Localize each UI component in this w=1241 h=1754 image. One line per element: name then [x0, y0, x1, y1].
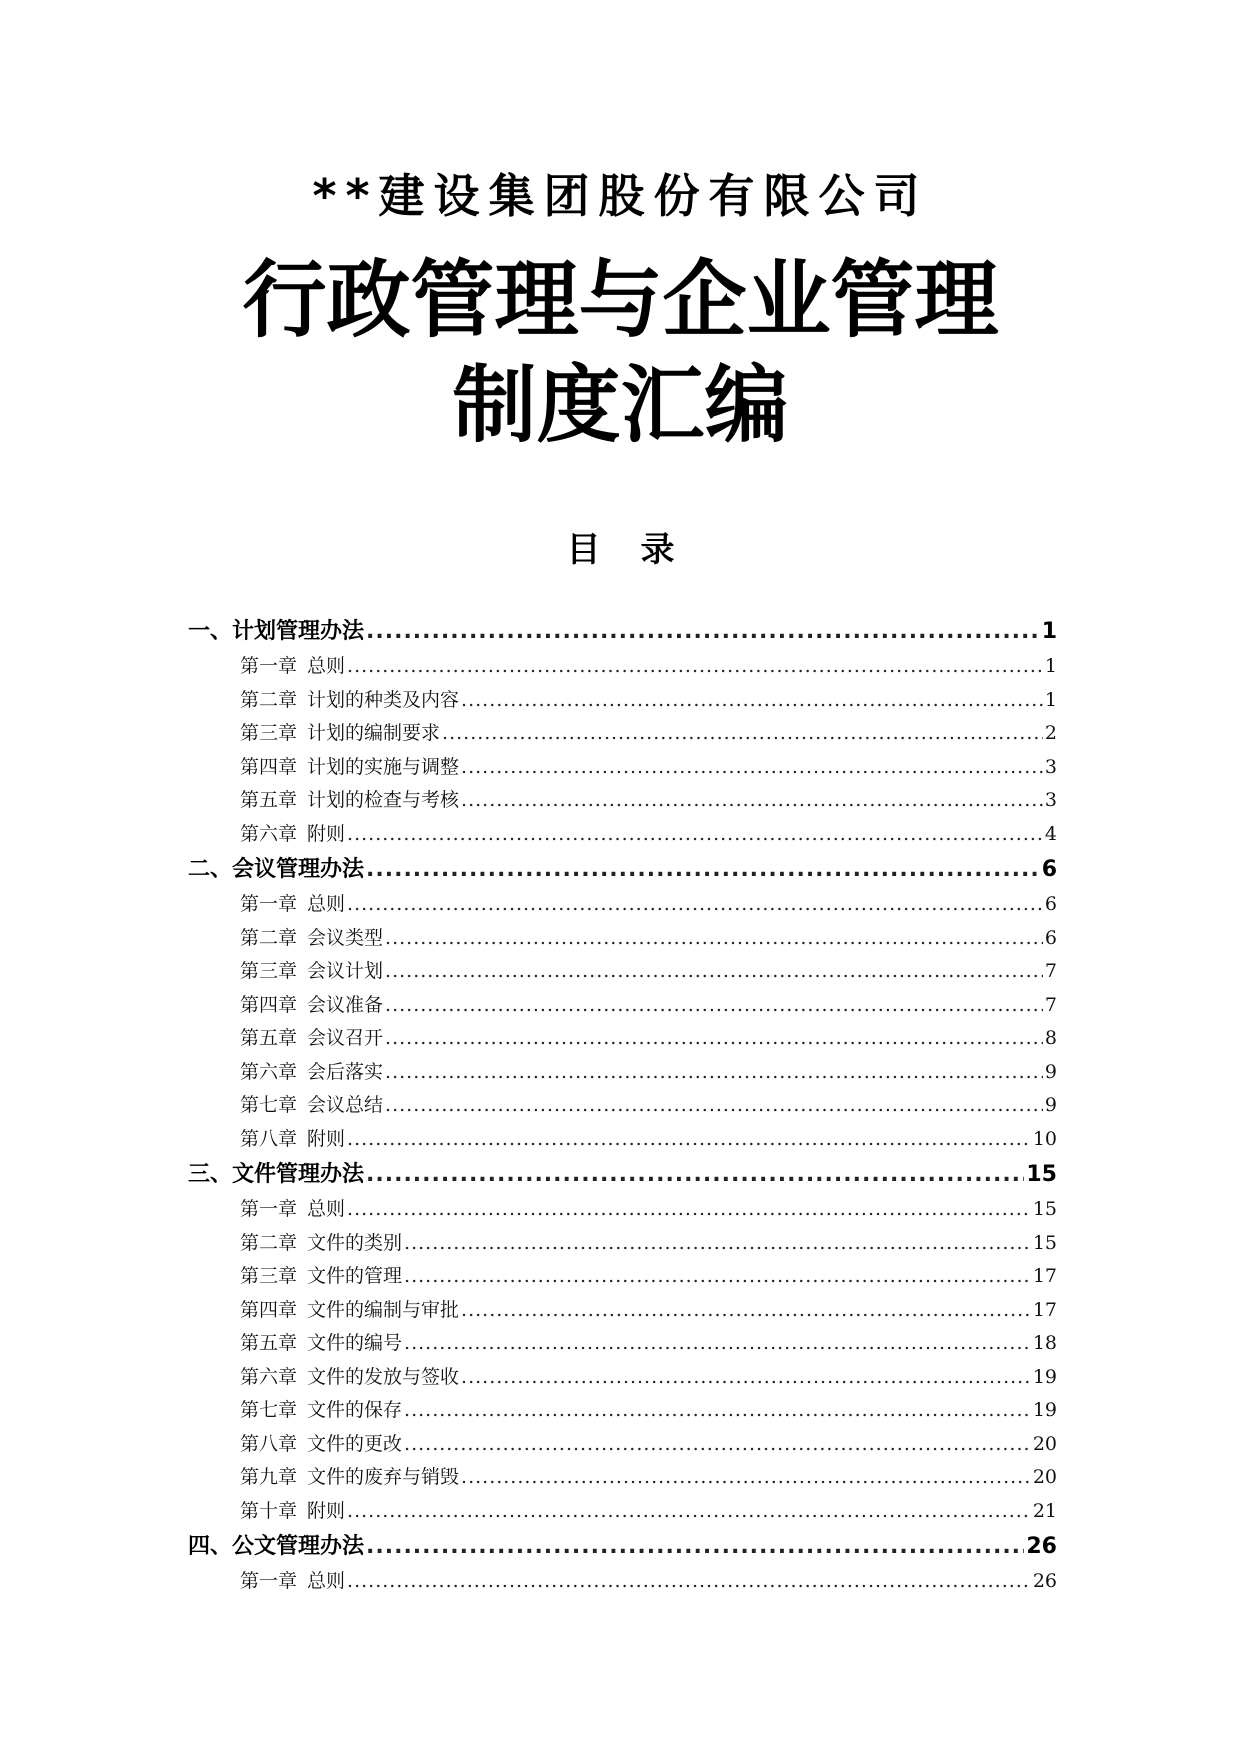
- toc-dot-leader: [461, 684, 1043, 718]
- document-title-line-2: 制度汇编: [452, 356, 789, 454]
- toc-chapter-label: [240, 784, 459, 818]
- toc-page-number: 6: [1044, 893, 1057, 915]
- toc-chapter-entry[interactable]: [188, 1022, 1057, 1056]
- toc-chapter-title: 附则: [307, 822, 346, 845]
- document-title-line-1: 行政管理与企业管理: [242, 251, 999, 349]
- toc-page-number: 26: [1026, 1534, 1057, 1559]
- toc-chapter-title: 总则: [307, 1570, 346, 1592]
- toc-page-number: 26: [1032, 1570, 1057, 1592]
- toc-chapter-label: [240, 1227, 402, 1261]
- toc-chapter-entry[interactable]: [188, 1361, 1057, 1395]
- toc-dot-leader: [366, 613, 1040, 650]
- toc-page-number: 15: [1026, 1162, 1057, 1187]
- toc-chapter-number: 第五章: [240, 1332, 298, 1354]
- toc-page-number: 15: [1032, 1198, 1057, 1220]
- toc-chapter-label: [240, 684, 459, 718]
- toc-chapter-number: 第五章: [240, 789, 298, 811]
- toc-section-label: 二、会议管理办法: [188, 857, 365, 882]
- toc-dot-leader: [385, 1022, 1043, 1056]
- toc-page-number: 1: [1041, 619, 1057, 644]
- toc-chapter-entry[interactable]: [188, 1565, 1057, 1599]
- toc-chapter-entry[interactable]: [188, 684, 1057, 718]
- toc-chapter-label: [240, 1565, 345, 1599]
- toc-chapter-label: [240, 1089, 383, 1123]
- toc-dot-leader: [404, 1327, 1031, 1361]
- toc-chapter-label: [240, 1193, 345, 1227]
- toc-section-entry[interactable]: [188, 1528, 1057, 1565]
- toc-chapter-title: 计划的编制要求: [307, 722, 441, 744]
- toc-chapter-label: [240, 717, 440, 751]
- toc-dot-leader: [404, 1227, 1031, 1261]
- toc-chapter-title: 附则: [307, 1127, 346, 1150]
- toc-chapter-entry[interactable]: [188, 1327, 1057, 1361]
- toc-chapter-title: 文件的更改: [307, 1432, 403, 1455]
- toc-chapter-entry[interactable]: [188, 1227, 1057, 1261]
- toc-chapter-title: 会议计划: [307, 960, 384, 982]
- toc-chapter-number: 第四章: [240, 755, 298, 778]
- toc-heading-char: 录: [640, 530, 675, 570]
- toc-chapter-label: [240, 1394, 402, 1428]
- toc-chapter-title: 计划的实施与调整: [307, 755, 460, 778]
- toc-chapter-number: 第二章: [240, 926, 298, 949]
- toc-dot-leader: [404, 1260, 1031, 1294]
- toc-chapter-entry[interactable]: [188, 922, 1057, 956]
- toc-chapter-number: 第一章: [240, 1570, 298, 1592]
- toc-dot-leader: [461, 784, 1043, 818]
- toc-chapter-entry[interactable]: [188, 784, 1057, 818]
- toc-chapter-entry[interactable]: [188, 1056, 1057, 1090]
- toc-chapter-title: 计划的检查与考核: [307, 789, 460, 811]
- toc-page-number: 17: [1032, 1298, 1057, 1321]
- toc-chapter-title: 文件的编制与审批: [307, 1298, 460, 1321]
- toc-chapter-title: 会议类型: [307, 926, 384, 949]
- toc-dot-leader: [385, 989, 1043, 1023]
- toc-page-number: 10: [1032, 1127, 1057, 1150]
- toc-page-number: 20: [1032, 1466, 1057, 1488]
- toc-chapter-title: 会议准备: [307, 993, 384, 1016]
- toc-chapter-number: 第三章: [240, 1265, 298, 1287]
- toc-chapter-title: 会议召开: [307, 1027, 384, 1049]
- toc-chapter-number: 第三章: [240, 722, 298, 744]
- toc-chapter-entry[interactable]: [188, 1089, 1057, 1123]
- toc-dot-leader: [366, 1156, 1024, 1193]
- toc-section-entry[interactable]: [188, 1156, 1057, 1193]
- toc-chapter-entry[interactable]: [188, 1394, 1057, 1428]
- company-name: **建设集团股份有限公司: [312, 169, 929, 223]
- toc-dot-leader: [385, 955, 1043, 989]
- toc-chapter-label: [240, 1428, 402, 1462]
- toc-dot-leader: [461, 751, 1043, 785]
- toc-chapter-label: [240, 955, 383, 989]
- toc-page-number: 4: [1044, 822, 1057, 845]
- toc-chapter-number: 第八章: [240, 1432, 298, 1455]
- toc-page-number: 7: [1044, 960, 1057, 982]
- toc-chapter-title: 会后落实: [307, 1060, 384, 1083]
- toc-chapter-number: 第一章: [240, 655, 298, 677]
- toc-chapter-entry[interactable]: [188, 888, 1057, 922]
- toc-dot-leader: [366, 851, 1040, 888]
- toc-dot-leader: [385, 1089, 1043, 1123]
- toc-chapter-number: 第七章: [240, 1399, 298, 1421]
- toc-page-number: 7: [1044, 993, 1057, 1016]
- table-of-contents: [188, 613, 1057, 1599]
- toc-chapter-entry[interactable]: [188, 1123, 1057, 1157]
- toc-chapter-number: 第六章: [240, 1365, 298, 1388]
- toc-chapter-number: 第三章: [240, 960, 298, 982]
- toc-page-number: 2: [1044, 722, 1057, 744]
- toc-dot-leader: [347, 650, 1043, 684]
- toc-dot-leader: [347, 818, 1043, 852]
- toc-dot-leader: [461, 1461, 1031, 1495]
- toc-chapter-label: [240, 650, 345, 684]
- toc-chapter-number: 第二章: [240, 688, 298, 711]
- toc-dot-leader: [347, 888, 1043, 922]
- toc-dot-leader: [347, 1123, 1031, 1157]
- toc-page-number: 6: [1041, 857, 1057, 882]
- toc-chapter-title: 文件的类别: [307, 1231, 403, 1254]
- toc-chapter-label: [240, 1022, 383, 1056]
- toc-chapter-entry[interactable]: [188, 1428, 1057, 1462]
- toc-page-number: 20: [1032, 1432, 1057, 1455]
- toc-page-number: 1: [1044, 655, 1057, 677]
- toc-page-number: 3: [1044, 755, 1057, 778]
- toc-chapter-label: [240, 1123, 345, 1157]
- toc-chapter-label: [240, 1327, 402, 1361]
- toc-page-number: 8: [1044, 1027, 1057, 1049]
- toc-chapter-label: [240, 1461, 459, 1495]
- toc-chapter-title: 总则: [307, 893, 346, 915]
- toc-page-number: 18: [1032, 1332, 1057, 1354]
- toc-chapter-title: 文件的废弃与销毁: [307, 1466, 460, 1488]
- toc-chapter-entry[interactable]: [188, 1260, 1057, 1294]
- toc-section-label: 四、公文管理办法: [188, 1534, 365, 1559]
- toc-chapter-title: 文件的保存: [307, 1399, 403, 1421]
- toc-chapter-number: 第一章: [240, 893, 298, 915]
- toc-chapter-label: [240, 1056, 383, 1090]
- toc-chapter-entry[interactable]: [188, 1294, 1057, 1328]
- toc-chapter-label: [240, 922, 383, 956]
- toc-chapter-number: 第八章: [240, 1127, 298, 1150]
- toc-chapter-number: 第二章: [240, 1231, 298, 1254]
- toc-chapter-entry[interactable]: [188, 955, 1057, 989]
- toc-chapter-label: [240, 989, 383, 1023]
- toc-page-number: 19: [1032, 1399, 1057, 1421]
- toc-page-number: 21: [1032, 1499, 1057, 1522]
- toc-dot-leader: [385, 1056, 1043, 1090]
- toc-chapter-number: 第四章: [240, 993, 298, 1016]
- toc-page-number: 9: [1044, 1060, 1057, 1083]
- toc-chapter-label: [240, 888, 345, 922]
- toc-chapter-number: 第一章: [240, 1198, 298, 1220]
- toc-chapter-number: 第十章: [240, 1499, 298, 1522]
- toc-chapter-number: 第六章: [240, 1060, 298, 1083]
- toc-dot-leader: [385, 922, 1043, 956]
- toc-chapter-entry[interactable]: [188, 1461, 1057, 1495]
- toc-dot-leader: [366, 1528, 1024, 1565]
- toc-page-number: 15: [1032, 1231, 1057, 1254]
- toc-chapter-entry[interactable]: [188, 650, 1057, 684]
- toc-chapter-label: [240, 1260, 402, 1294]
- toc-dot-leader: [442, 717, 1043, 751]
- toc-chapter-label: [240, 1294, 459, 1328]
- toc-chapter-number: 第五章: [240, 1027, 298, 1049]
- toc-section-label: 一、计划管理办法: [188, 619, 365, 644]
- toc-page-number: 9: [1044, 1094, 1057, 1116]
- toc-chapter-title: 附则: [307, 1499, 346, 1522]
- toc-chapter-entry[interactable]: [188, 751, 1057, 785]
- toc-chapter-number: 第六章: [240, 822, 298, 845]
- toc-chapter-title: 文件的管理: [307, 1265, 403, 1287]
- toc-page-number: 6: [1044, 926, 1057, 949]
- toc-page-number: 1: [1044, 688, 1057, 711]
- toc-chapter-title: 会议总结: [307, 1094, 384, 1116]
- toc-chapter-number: 第九章: [240, 1466, 298, 1488]
- toc-section-entry[interactable]: [188, 613, 1057, 650]
- toc-chapter-label: [240, 1361, 459, 1395]
- toc-chapter-entry[interactable]: [188, 818, 1057, 852]
- toc-dot-leader: [461, 1294, 1031, 1328]
- toc-chapter-title: 总则: [307, 655, 346, 677]
- toc-dot-leader: [347, 1495, 1031, 1529]
- toc-chapter-label: [240, 751, 459, 785]
- toc-heading: [0, 520, 1241, 580]
- toc-chapter-entry[interactable]: [188, 1193, 1057, 1227]
- toc-page-number: 19: [1032, 1365, 1057, 1388]
- toc-chapter-entry[interactable]: [188, 1495, 1057, 1529]
- toc-chapter-title: 文件的发放与签收: [307, 1365, 460, 1388]
- toc-chapter-title: 文件的编号: [307, 1332, 403, 1354]
- toc-chapter-label: [240, 1495, 345, 1529]
- toc-dot-leader: [461, 1361, 1031, 1395]
- toc-dot-leader: [347, 1193, 1031, 1227]
- toc-chapter-entry[interactable]: [188, 717, 1057, 751]
- toc-dot-leader: [404, 1428, 1031, 1462]
- toc-chapter-title: 总则: [307, 1198, 346, 1220]
- toc-page-number: 3: [1044, 789, 1057, 811]
- toc-chapter-number: 第四章: [240, 1298, 298, 1321]
- toc-heading-char: 目: [566, 530, 601, 570]
- toc-section-label: 三、文件管理办法: [188, 1162, 365, 1187]
- toc-chapter-title: 计划的种类及内容: [307, 688, 460, 711]
- toc-chapter-number: 第七章: [240, 1094, 298, 1116]
- toc-section-entry[interactable]: [188, 851, 1057, 888]
- toc-chapter-label: [240, 818, 345, 852]
- toc-chapter-entry[interactable]: [188, 989, 1057, 1023]
- toc-dot-leader: [404, 1394, 1031, 1428]
- toc-dot-leader: [347, 1565, 1031, 1599]
- toc-page-number: 17: [1032, 1265, 1057, 1287]
